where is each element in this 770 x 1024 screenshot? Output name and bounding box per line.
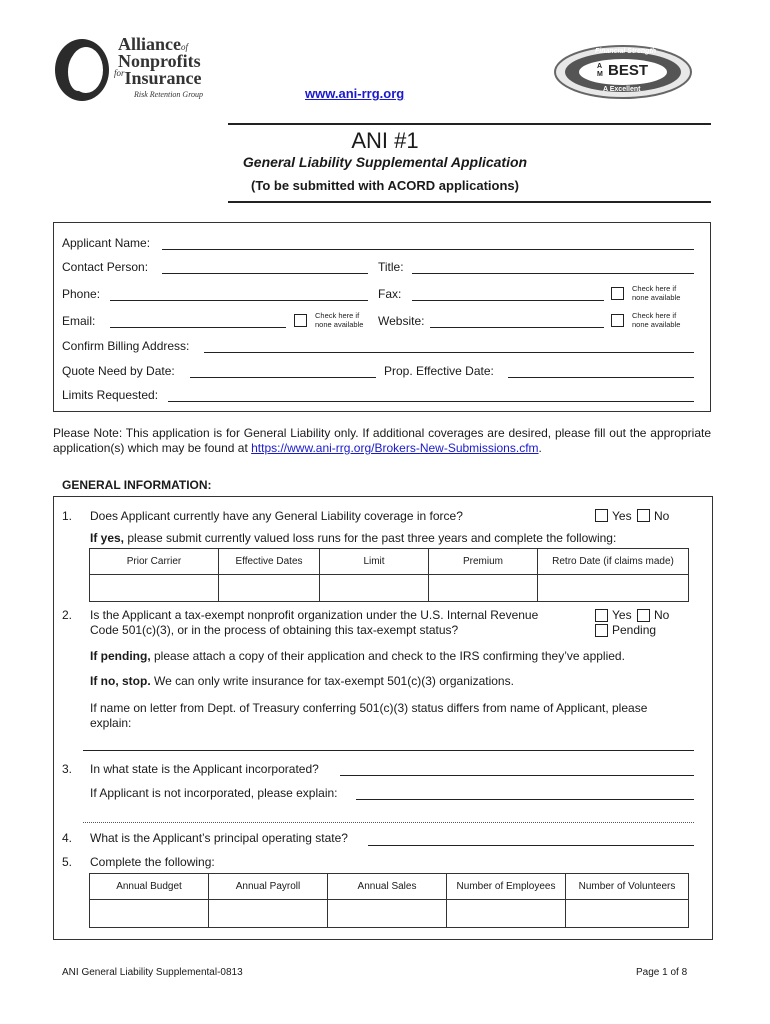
ani-logo-mark-icon [48,34,118,104]
footer-form-id: ANI General Liability Supplemental-0813 [62,967,243,978]
fax-none-text: Check here if none available [632,284,681,302]
billing-address-label: Confirm Billing Address: [62,339,190,353]
logo-line2: Nonprofits [118,51,201,71]
limits-requested-label: Limits Requested: [62,388,159,402]
q3-sub-text: If Applicant is not incorporated, please explain: [90,786,338,800]
title-divider [228,201,711,203]
ani-logo [48,34,228,104]
quote-date-field[interactable] [190,377,376,378]
q4-state-field[interactable] [368,845,694,846]
phone-label: Phone: [62,287,101,301]
page-title: ANI #1 [351,128,419,153]
page-subtitle-note: (To be submitted with ACORD applications) [251,178,519,193]
annual-budget-cell[interactable] [90,900,209,928]
email-none-text: Check here if none available [315,311,364,329]
q2-name-differs-text: If name on letter from Dept. of Treasury conferring 501(c)(3) status differs from name of Applicant, please explain: [90,701,648,730]
email-none-checkbox[interactable] [294,314,307,327]
fax-field[interactable] [412,300,604,301]
annual-sales-cell[interactable] [328,900,447,928]
website-none-text: Check here if none available [632,311,681,329]
effective-date-field[interactable] [508,377,694,378]
q3-explain-field-2[interactable] [83,822,694,823]
fax-none-checkbox[interactable] [611,287,624,300]
q1-text: Does Applicant currently have any General Liability coverage in force? [90,509,463,523]
title-field[interactable] [412,273,694,274]
q1-number: 1. [62,509,73,523]
general-info-heading: GENERAL INFORMATION: [62,478,212,492]
applicant-name-field[interactable] [162,249,694,250]
page-subtitle: General Liability Supplemental Application [242,154,528,170]
effective-date-label: Prop. Effective Date: [384,364,494,378]
number-volunteers-cell[interactable] [566,900,689,928]
q2-if-pending-text: If pending, please attach a copy of their application and check to the IRS confirming they’ve applied. [90,649,625,663]
q2-if-no-text: If no, stop. We can only write insurance for tax-exempt 501(c)(3) organizations. [90,674,514,688]
title-label: Title: [378,260,404,274]
fax-label: Fax: [378,287,402,301]
effective-dates-cell[interactable] [219,575,320,602]
q2-explain-field[interactable] [83,750,694,751]
q2-pending-label: Pending [612,623,657,637]
table-header-annual-budget: Annual Budget [90,874,209,900]
prior-carrier-table [89,548,689,602]
logo-line3: $^{for}$Insurance [114,68,202,88]
q1-yes-checkbox[interactable] [595,509,608,522]
q2-yes-checkbox[interactable] [595,609,608,622]
coverage-note: Please Note: This application is for General Liability only. If additional coverages are desired, please fill out the appropriate application(s) which may be found at https://www.ani-rrg.org/Brokers-New-Submissions.cfm. [53,426,711,455]
table-header-premium: Premium [429,549,538,575]
q4-text: What is the Applicant’s principal operating state? [90,831,348,845]
website-field[interactable] [430,327,604,328]
q3-text: In what state is the Applicant incorporated? [90,762,319,776]
am-best-rating-badge [553,44,693,100]
table-header-prior-carrier: Prior Carrier [90,549,219,575]
retro-date-cell[interactable] [538,575,689,602]
applicant-name-label: Applicant Name: [62,236,151,250]
contact-person-field[interactable] [162,273,368,274]
logo-line1: Allianceof [118,34,189,54]
q3-number: 3. [62,762,73,776]
q2-number: 2. [62,608,73,622]
table-header-annual-payroll: Annual Payroll [209,874,328,900]
website-label: Website: [378,314,425,328]
table-header-number-employees: Number of Employees [447,874,566,900]
annual-figures-table [89,873,689,928]
email-field[interactable] [110,327,286,328]
submissions-link[interactable]: https://www.ani-rrg.org/Brokers-New-Submissions.cfm [251,441,539,455]
q1-yes-label: Yes [612,509,632,523]
email-label: Email: [62,314,96,328]
phone-field[interactable] [110,300,368,301]
billing-address-field[interactable] [204,352,694,353]
table-row [90,549,689,575]
annual-payroll-cell[interactable] [209,900,328,928]
limit-cell[interactable] [320,575,429,602]
badge-best-text: BEST [608,62,649,79]
q2-text: Is the Applicant a tax-exempt nonprofit organization under the U.S. Internal Revenue Code 501(c)(3), or in the process of obtaining this tax-exempt status? [90,608,539,637]
contact-person-label: Contact Person: [62,260,149,274]
footer-page-number: Page 1 of 8 [636,967,688,978]
q3-explain-field[interactable] [356,799,694,800]
badge-prefix: A M [597,63,603,78]
badge-bottom-text: A Excellent [603,86,641,93]
q4-number: 4. [62,831,73,845]
q2-yes-label: Yes [612,608,632,622]
q2-no-label: No [654,608,670,622]
q5-number: 5. [62,855,73,869]
q3-state-field[interactable] [340,775,694,776]
q5-text: Complete the following: [90,855,215,869]
table-row [90,900,689,928]
table-row [90,874,689,900]
q2-pending-checkbox[interactable] [595,624,608,637]
table-row [90,575,689,602]
q1-no-checkbox[interactable] [637,509,650,522]
premium-cell[interactable] [429,575,538,602]
logo-tagline: Risk Retention Group [134,90,204,99]
table-header-number-volunteers: Number of Volunteers [566,874,689,900]
table-header-retro-date: Retro Date (if claims made) [538,549,689,575]
q2-no-checkbox[interactable] [637,609,650,622]
website-none-checkbox[interactable] [611,314,624,327]
quote-date-label: Quote Need by Date: [62,364,175,378]
q1-no-label: No [654,509,670,523]
badge-top-text: Financial Strength [595,48,657,55]
prior-carrier-cell[interactable] [90,575,219,602]
header-divider [228,123,711,125]
table-header-annual-sales: Annual Sales [328,874,447,900]
website-link[interactable]: www.ani-rrg.org [305,86,405,101]
table-header-limit: Limit [320,549,429,575]
q1-if-yes-text: If yes, please submit currently valued loss runs for the past three years and complete the following: [90,531,617,545]
table-header-effective-dates: Effective Dates [219,549,320,575]
limits-requested-field[interactable] [168,401,694,402]
number-employees-cell[interactable] [447,900,566,928]
